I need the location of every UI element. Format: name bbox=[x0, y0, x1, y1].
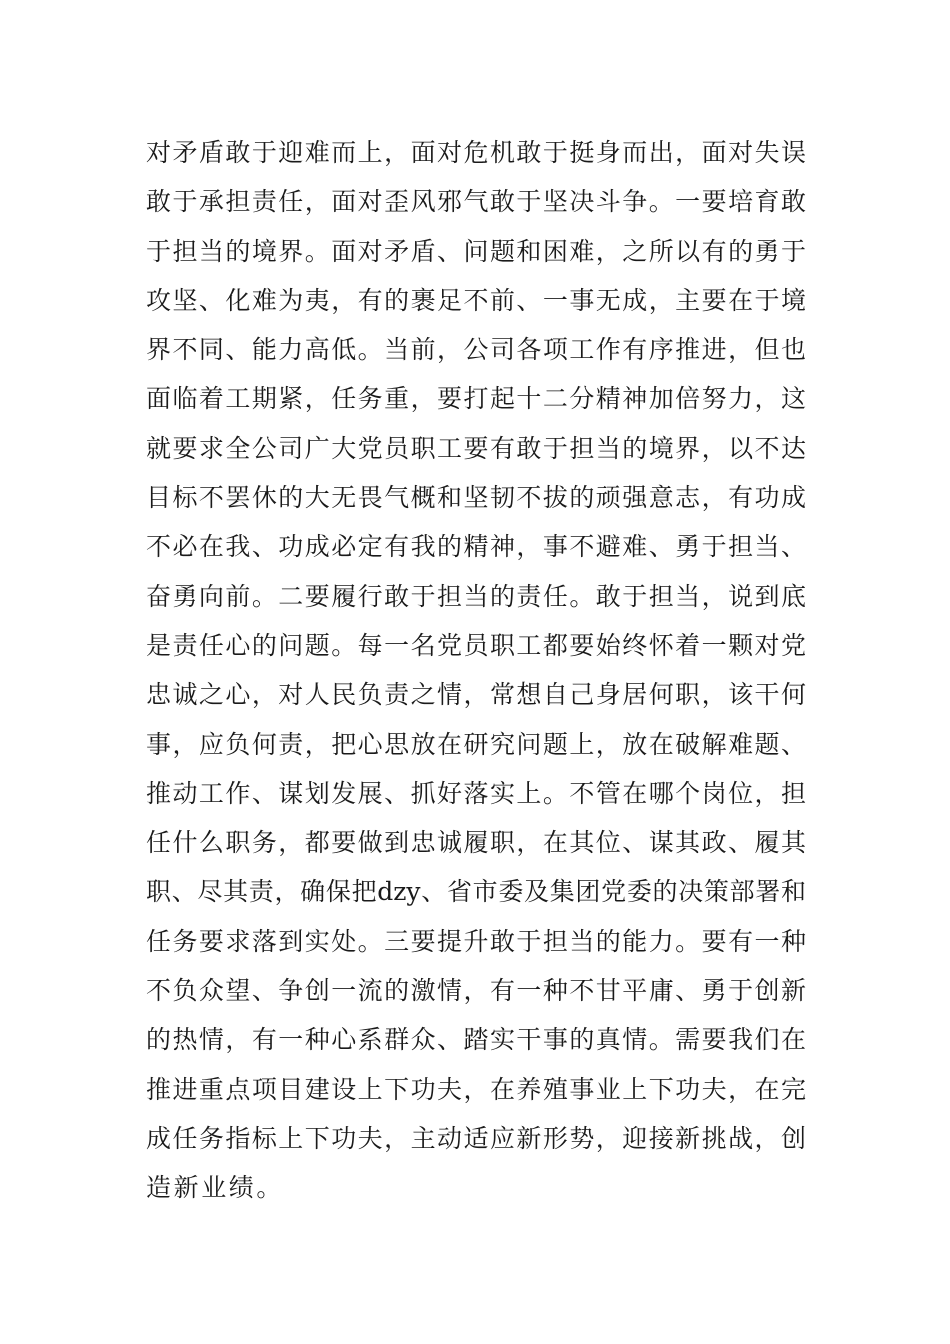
paragraph-line-8: 目标不罢休的大无畏气概和坚韧不拔的顽强意志，有功成 bbox=[146, 483, 806, 513]
paragraph-line-2: 敢于承担责任，面对歪风邪气敢于坚决斗争。一要培育敢 bbox=[146, 187, 806, 217]
paragraph-line-9: 不必在我、功成必定有我的精神，事不避难、勇于担当、 bbox=[146, 532, 806, 562]
paragraph-line-12: 忠诚之心，对人民负责之情，常想自己身居何职，该干何 bbox=[146, 680, 806, 710]
paragraph-line-5: 界不同、能力高低。当前，公司各项工作有序推进，但也 bbox=[146, 335, 806, 365]
paragraph-line-18: 不负众望、争创一流的激情，有一种不甘平庸、勇于创新 bbox=[146, 976, 806, 1006]
paragraph-line-16: 职、尽其责，确保把dzy、省市委及集团党委的决策部署和 bbox=[146, 877, 806, 907]
paragraph-line-4: 攻坚、化难为夷，有的裹足不前、一事无成，主要在于境 bbox=[146, 285, 806, 315]
paragraph-line-11: 是责任心的问题。每一名党员职工都要始终怀着一颗对党 bbox=[146, 630, 806, 660]
paragraph-line-7: 就要求全公司广大党员职工要有敢于担当的境界，以不达 bbox=[146, 433, 806, 463]
paragraph-line-22: 造新业绩。 bbox=[146, 1173, 285, 1203]
paragraph-line-13: 事，应负何责，把心思放在研究问题上，放在破解难题、 bbox=[146, 729, 806, 759]
paragraph-line-19: 的热情，有一种心系群众、踏实干事的真情。需要我们在 bbox=[146, 1025, 806, 1055]
paragraph-line-1: 对矛盾敢于迎难而上，面对危机敢于挺身而出，面对失误 bbox=[146, 138, 806, 167]
paragraph-line-14: 推动工作、谋划发展、抓好落实上。不管在哪个岗位，担 bbox=[146, 778, 806, 808]
body-paragraph bbox=[146, 128, 806, 1213]
paragraph-line-20: 推进重点项目建设上下功夫，在养殖事业上下功夫，在完 bbox=[146, 1074, 806, 1104]
paragraph-line-21: 成任务指标上下功夫，主动适应新形势，迎接新挑战，创 bbox=[146, 1123, 806, 1153]
paragraph-line-17: 任务要求落到实处。三要提升敢于担当的能力。要有一种 bbox=[146, 926, 806, 956]
paragraph-line-15: 任什么职务，都要做到忠诚履职，在其位、谋其政、履其 bbox=[146, 828, 806, 858]
paragraph-line-6: 面临着工期紧，任务重，要打起十二分精神加倍努力，这 bbox=[146, 384, 806, 414]
paragraph-line-10: 奋勇向前。二要履行敢于担当的责任。敢于担当，说到底 bbox=[146, 581, 806, 611]
paragraph-line-3: 于担当的境界。面对矛盾、问题和困难，之所以有的勇于 bbox=[146, 236, 806, 266]
